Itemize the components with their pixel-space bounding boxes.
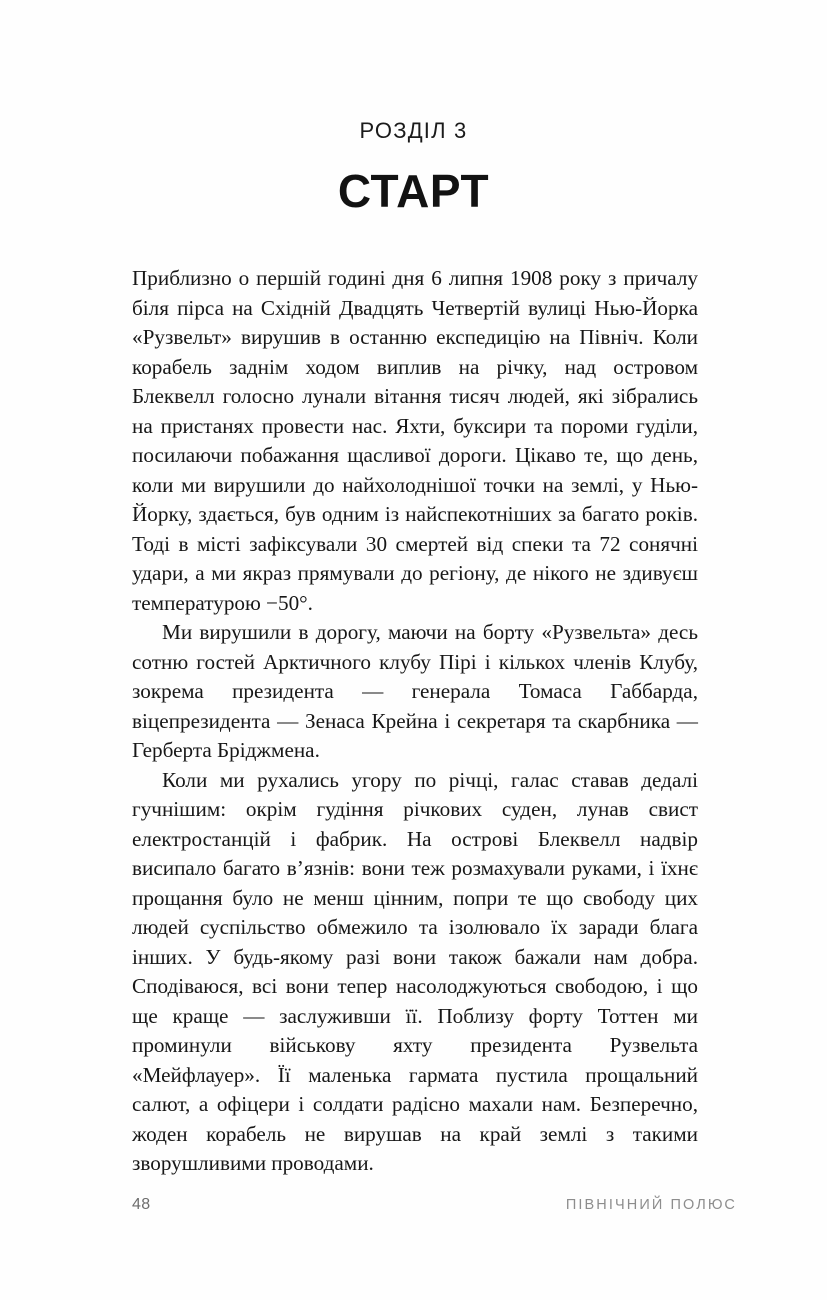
chapter-header	[0, 118, 827, 217]
paragraph: Приблизно о першій годині дня 6 липня 1908 року з причалу біля пірса на Східній Двадцять Четвертій вулиці Нью-Йорка «Рузвельт» вирушив в останню експедицію на Північ. Коли корабель заднім ходом виплив на річку, над островом Блеквелл голосно лунали вітання тисяч людей, які зібрались на пристанях провести нас. Яхти, буксири та пороми гуділи, посилаючи побажання щасливої дороги. Цікаво те, що день, коли ми вирушили до найхолоднішої точки на землі, у Нью-Йорку, здається, був одним із найспекотніших за багато років. Тоді в місті зафіксували 30 смертей від спеки та 72 сонячні удари, а ми якраз прямували до регіону, де нікого не здивуєш температурою −50°.	[132, 266, 698, 615]
chapter-label: РОЗДІЛ 3	[359, 118, 468, 143]
paragraph: Ми вирушили в дорогу, маючи на борту «Рузвельта» десь сотню гостей Арктичного клубу Пірі і кількох членів Клубу, зокрема президента — генерала Томаса Габбарда, віцепрезидента — Зенаса Крейна і секретаря та скарбника — Герберта Бріджмена.	[132, 620, 698, 762]
chapter-title: СТАРТ	[337, 165, 490, 217]
body-text	[132, 264, 698, 1179]
page-footer	[132, 1196, 737, 1214]
running-head: ПІВНІЧНИЙ ПОЛЮС	[565, 1197, 737, 1213]
paragraph: Коли ми рухались угору по річці, галас ставав дедалі гучнішим: окрім гудіння річкових суден, лунав свист електростанцій і фабрик. На острові Блеквелл надвір висипало багато в’язнів: вони теж розмахували руками, і їхнє прощання було не менш цінним, попри те що свободу цих людей суспільство обмежило та ізолювало їх заради блага інших. У будь-якому разі вони також бажали нам добра. Сподіваюся, всі вони тепер насолоджуються свободою, і що ще краще — заслуживши її. Поблизу форту Тоттен ми проминули військову яхту президента Рузвельта «Мейфлауер». Її маленька гармата пустила прощальний салют, а офіцери і солдати радісно махали нам. Безперечно, жоден корабель не вирушав на край землі з такими зворушливими проводами.	[132, 767, 698, 1175]
page-number: 48	[132, 1196, 151, 1213]
